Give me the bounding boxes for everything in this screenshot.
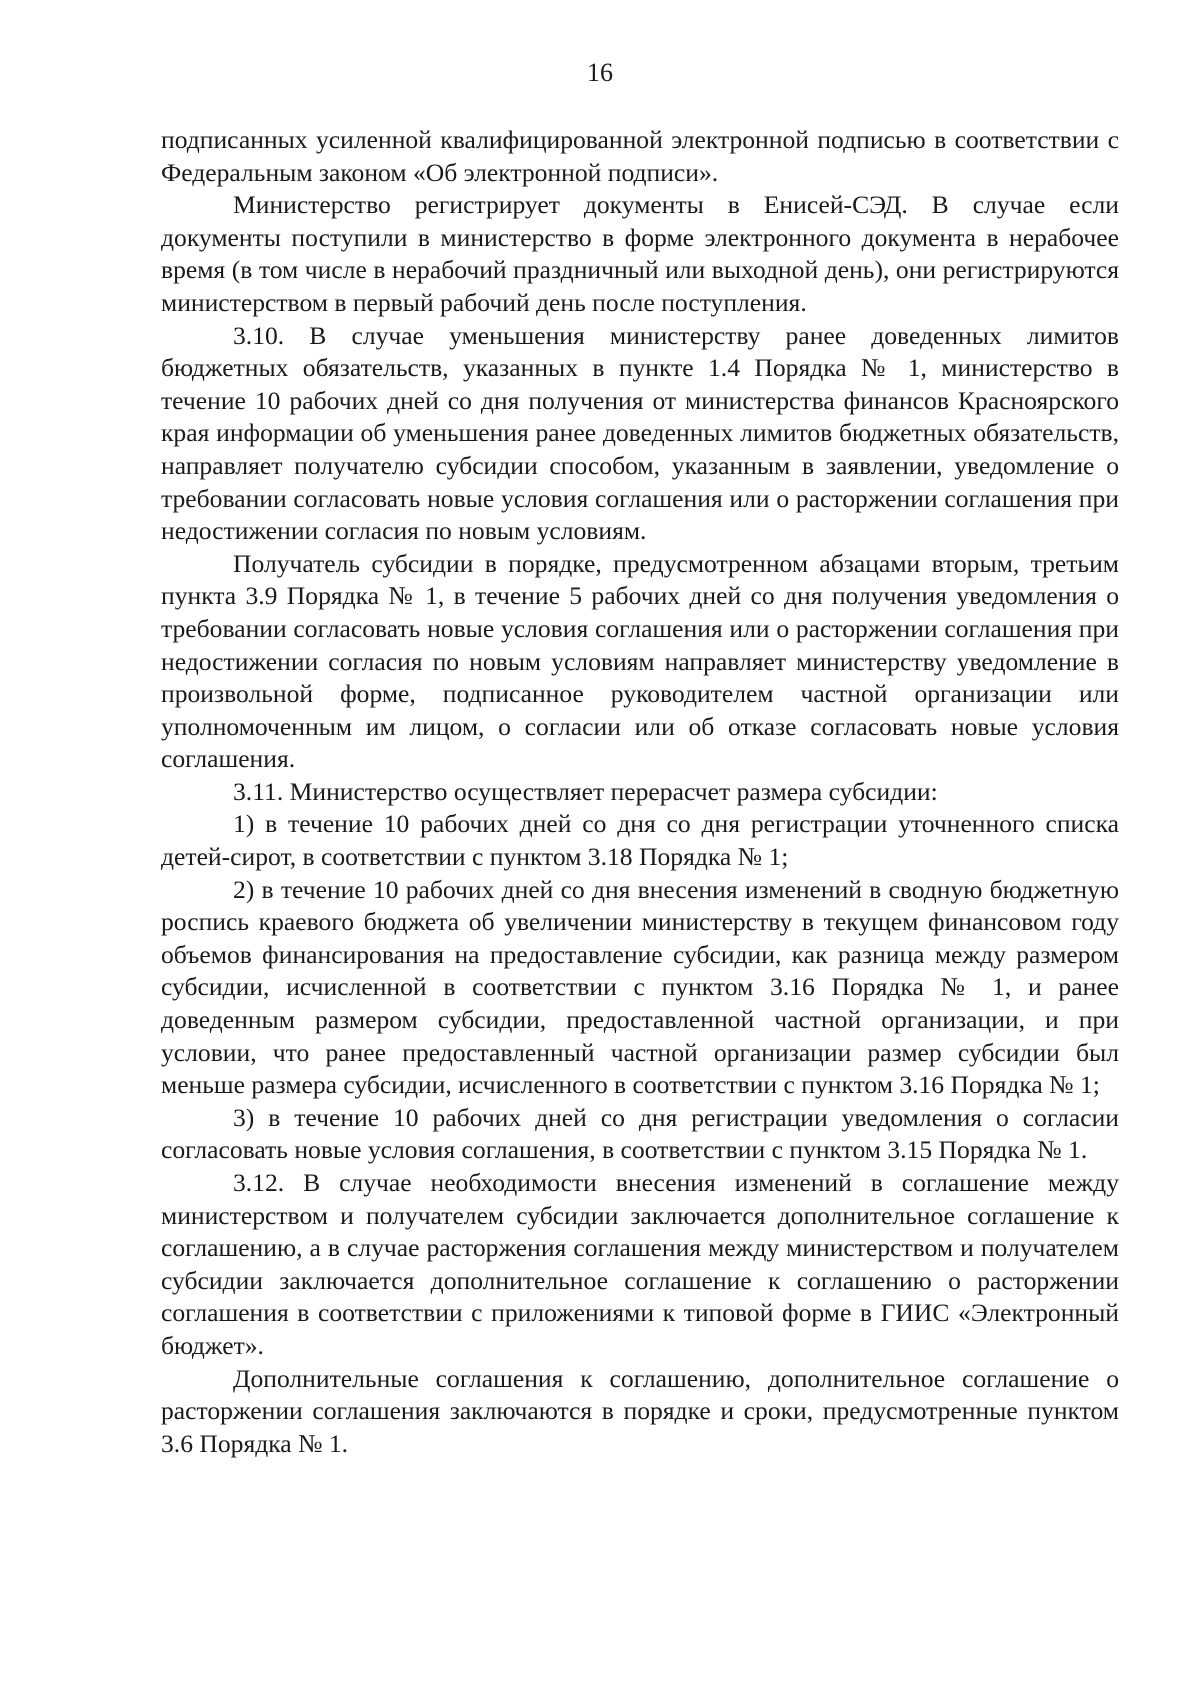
document-body bbox=[161, 124, 1119, 1460]
paragraph-3-11-item-1: 1) в течение 10 рабочих дней со дня со дня регистрации уточненного списка детей-сирот, в соответствии с пунктом 3.18 Порядка № 1; bbox=[161, 809, 1119, 872]
paragraph-additional-agreements: Дополнительные соглашения к соглашению, дополнительное соглашение о расторжении соглашения заключаются в порядке и сроки, предусмотренные пунктом 3.6 Порядка № 1. bbox=[161, 1363, 1119, 1458]
paragraph-3-10: 3.10. В случае уменьшения министерству ранее доведенных лимитов бюджетных обязательств, указанных в пункте 1.4 Порядка № 1, министерство в течение 10 рабочих дней со дня получения от министерства финансов Красноярского края информации об уменьшения ранее доведенных лимитов бюджетных обязательств, направляет получателю субсидии способом, указанным в заявлении, уведомление о требовании согласовать новые условия соглашения или о расторжении соглашения при недостижении согласия по новым условиям. bbox=[161, 320, 1119, 546]
paragraph-recipient-notice: Получатель субсидии в порядке, предусмотренном абзацами вторым, третьим пункта 3.9 Порядка № 1, в течение 5 рабочих дней со дня получения уведомления о требовании согласовать новые условия соглашения или о расторжении соглашения при недостижении согласия по новым условиям направляет министерству уведомление в произвольной форме, подписанное руководителем частной организации или уполномоченным им лицом, о согласии или об отказе согласовать новые условия соглашения. bbox=[161, 548, 1119, 774]
page-number: 16 bbox=[587, 58, 613, 87]
paragraph-3-12: 3.12. В случае необходимости внесения изменений в соглашение между министерством и получателем субсидии заключается дополнительное соглашение к соглашению, а в случае расторжения соглашения между министерством и получателем субсидии заключается дополнительное соглашение к соглашению о расторжении соглашения в соответствии с приложениями к типовой форме в ГИИС «Электронный бюджет». bbox=[161, 1168, 1119, 1360]
paragraph-registration: Министерство регистрирует документы в Енисей-СЭД. В случае если документы поступили в министерство в форме электронного документа в нерабочее время (в том числе в нерабочий праздничный или выходной день), они регистрируются министерством в первый рабочий день после поступления. bbox=[161, 190, 1119, 317]
paragraph-3-11-item-3: 3) в течение 10 рабочих дней со дня регистрации уведомления о согласии согласовать новые условия соглашения, в соответствии с пунктом 3.15 Порядка № 1. bbox=[161, 1102, 1119, 1165]
paragraph-signature-continuation: подписанных усиленной квалифицированной электронной подписью в соответствии с Федеральным законом «Об электронной подписи». bbox=[161, 125, 1119, 187]
paragraph-3-11-item-2: 2) в течение 10 рабочих дней со дня внесения изменений в сводную бюджетную роспись краевого бюджета об увеличении министерству в текущем финансовом году объемов финансирования на предоставление субсидии, как разница между размером субсидии, исчисленной в соответствии с пунктом 3.16 Порядка № 1, и ранее доведенным размером субсидии, предоставленной частной организации, и при условии, что ранее предоставленный частной организации размер субсидии был меньше размера субсидии, исчисленного в соответствии с пунктом 3.16 Порядка № 1; bbox=[161, 874, 1119, 1100]
paragraph-3-11: 3.11. Министерство осуществляет перерасчет размера субсидии: bbox=[233, 776, 938, 806]
